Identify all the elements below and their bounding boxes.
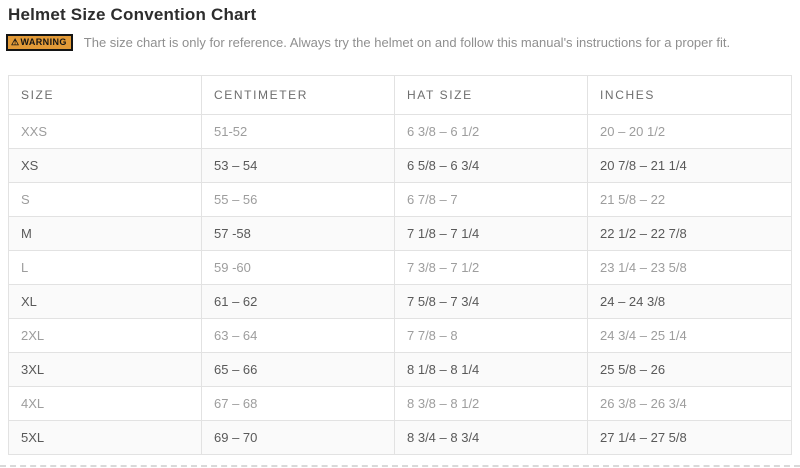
table-header-row — [9, 76, 792, 115]
cell-centimeter: 59 -60 — [202, 251, 395, 285]
cell-centimeter: 51-52 — [202, 115, 395, 149]
cell-size: 2XL — [9, 319, 202, 353]
cell-inches: 22 1/2 – 22 7/8 — [588, 217, 792, 251]
table-row — [9, 251, 792, 285]
cell-inches: 26 3/8 – 26 3/4 — [588, 387, 792, 421]
warning-badge — [6, 34, 73, 51]
table-row — [9, 285, 792, 319]
table-row — [9, 183, 792, 217]
warning-text: The size chart is only for reference. Always try the helmet on and follow this manual's instructions for a proper fit. — [83, 35, 731, 50]
cell-size: M — [9, 217, 202, 251]
warning-triangle-icon: ⚠ — [11, 37, 20, 47]
cell-inches: 20 7/8 – 21 1/4 — [588, 149, 792, 183]
table-row — [9, 387, 792, 421]
cell-centimeter: 53 – 54 — [202, 149, 395, 183]
cell-inches: 21 5/8 – 22 — [588, 183, 792, 217]
table-row — [9, 421, 792, 455]
cell-hat-size: 7 7/8 – 8 — [395, 319, 588, 353]
cell-hat-size: 7 3/8 – 7 1/2 — [395, 251, 588, 285]
cell-hat-size: 6 5/8 – 6 3/4 — [395, 149, 588, 183]
cell-size: XXS — [9, 115, 202, 149]
page-bottom-divider — [0, 465, 800, 467]
cell-inches: 24 – 24 3/8 — [588, 285, 792, 319]
size-chart-table — [8, 75, 792, 455]
cell-size: 3XL — [9, 353, 202, 387]
cell-centimeter: 57 -58 — [202, 217, 395, 251]
table-row — [9, 319, 792, 353]
page-title: Helmet Size Convention Chart — [8, 5, 257, 24]
cell-hat-size: 7 5/8 – 7 3/4 — [395, 285, 588, 319]
cell-size: 5XL — [9, 421, 202, 455]
cell-centimeter: 55 – 56 — [202, 183, 395, 217]
column-header-centimeter: CENTIMETER — [202, 76, 395, 115]
cell-size: XL — [9, 285, 202, 319]
cell-inches: 20 – 20 1/2 — [588, 115, 792, 149]
cell-inches: 24 3/4 – 25 1/4 — [588, 319, 792, 353]
cell-centimeter: 69 – 70 — [202, 421, 395, 455]
cell-inches: 23 1/4 – 23 5/8 — [588, 251, 792, 285]
cell-hat-size: 8 3/4 – 8 3/4 — [395, 421, 588, 455]
cell-size: 4XL — [9, 387, 202, 421]
cell-hat-size: 6 3/8 – 6 1/2 — [395, 115, 588, 149]
cell-centimeter: 65 – 66 — [202, 353, 395, 387]
cell-hat-size: 8 3/8 – 8 1/2 — [395, 387, 588, 421]
cell-size: S — [9, 183, 202, 217]
cell-hat-size: 8 1/8 – 8 1/4 — [395, 353, 588, 387]
table-row — [9, 353, 792, 387]
column-header-hat-size: HAT SIZE — [395, 76, 588, 115]
table-row — [9, 149, 792, 183]
column-header-inches: INCHES — [588, 76, 792, 115]
cell-size: L — [9, 251, 202, 285]
table-row — [9, 217, 792, 251]
table-row — [9, 115, 792, 149]
cell-hat-size: 6 7/8 – 7 — [395, 183, 588, 217]
cell-hat-size: 7 1/8 – 7 1/4 — [395, 217, 588, 251]
cell-centimeter: 61 – 62 — [202, 285, 395, 319]
cell-size: XS — [9, 149, 202, 183]
cell-inches: 27 1/4 – 27 5/8 — [588, 421, 792, 455]
cell-centimeter: 63 – 64 — [202, 319, 395, 353]
cell-inches: 25 5/8 – 26 — [588, 353, 792, 387]
warning-badge-label: WARNING — [20, 37, 67, 47]
warning-row — [6, 34, 730, 51]
column-header-size: SIZE — [9, 76, 202, 115]
cell-centimeter: 67 – 68 — [202, 387, 395, 421]
